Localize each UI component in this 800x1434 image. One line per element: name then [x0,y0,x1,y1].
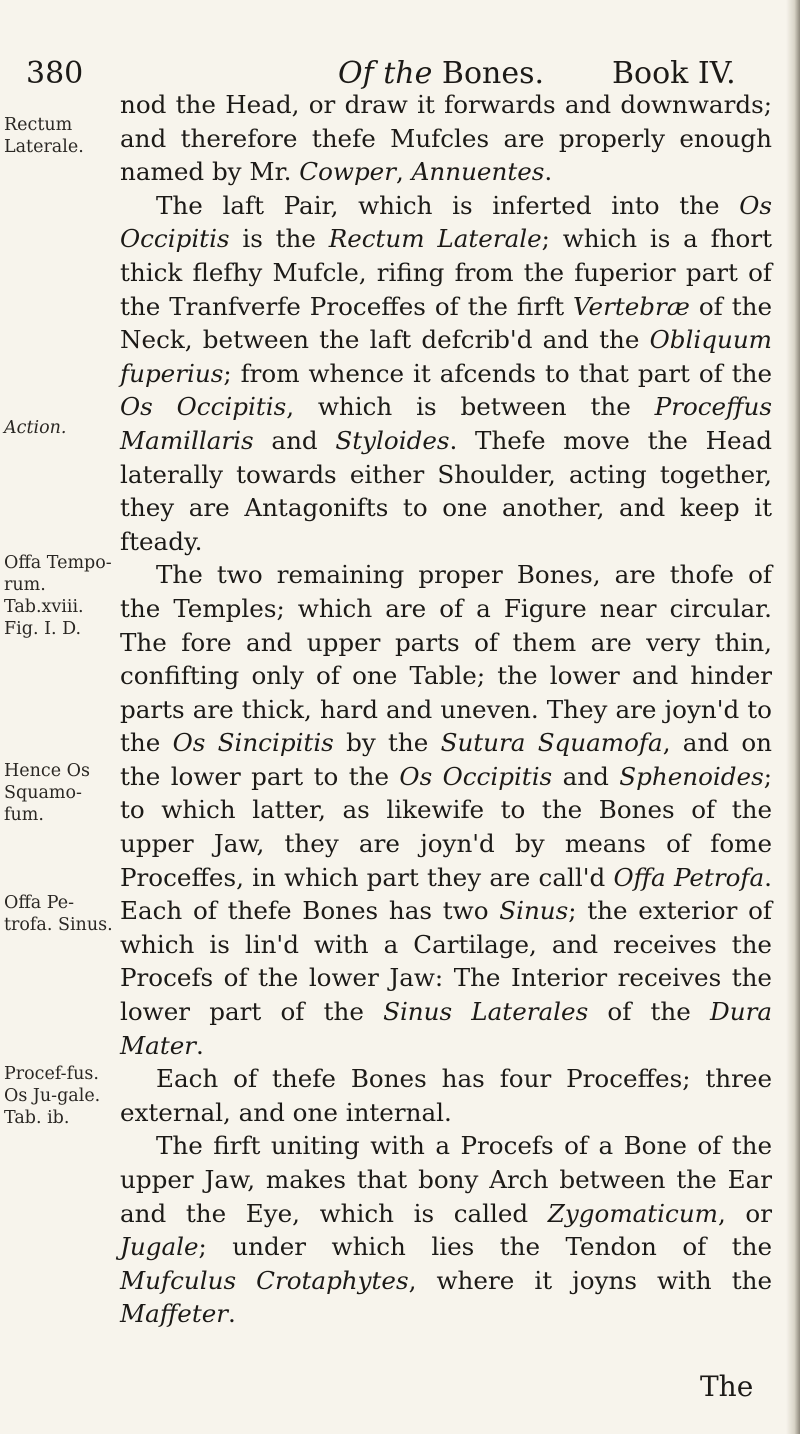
margin-note: Offa Tempo-rum. Tab.xviii. Fig. I. D. [4,553,112,639]
page-edge [786,0,800,1434]
body-text [120,88,772,1331]
running-head-italic: Of the [338,56,433,91]
catchword: The [700,1370,754,1403]
margin-note: Rectum Laterale. [4,115,84,157]
paragraph: The laft Pair, which is inferted into the Os Occipitis is the Rectum Laterale; which is a fhort thick flefhy Mufcle, rifing from the fuperior part of the Tranfverfe Proceffes of the firft Vertebræ of the Neck, between the laft defcrib'd and the Obliquum fuperius; from whence it afcends to that part of the Os Occipitis, which is between the Proceffus Mamillaris and Styloides. Thefe move the Head laterally towards either Shoulder, acting together, they are Antagonifts to one another, and keep it fteady. [120,190,773,556]
running-head-rest: Bones. [432,56,545,91]
paragraph: The firft uniting with a Procefs of a Bone of the upper Jaw, makes that bony Arch between the Ear and the Eye, which is called Zygomaticum, or Jugale; under which lies the Tendon of the Mufculus Crotaphytes, where it joyns with the Maffeter. [120,1131,772,1329]
margin-note: Procef-fus. Os Ju-gale. Tab. ib. [4,1064,101,1128]
margin-note [4,417,116,439]
paragraph: Each of thefe Bones has four Proceffes; three external, and one internal. [120,1064,772,1127]
margin-note-italic: Action. [4,418,67,438]
paragraph: The two remaining proper Bones, are thofe of the Temples; which are of a Figure near circular. The fore and upper parts of them are very thin, confifting only of one Table; the lower and hinder parts are thick, hard and uneven. They are joyn'd to the Os Sincipitis by the Sutura Squamofa, and on the lower part to the Os Occipitis and Sphenoides; to which latter, as likewife to the Bones of the upper Jaw, they are joyn'd by means of fome Proceffes, in which part they are call'd Offa Petrofa. Each of thefe Bones has two Sinus; the exterior of which is lin'd with a Cartilage, and receives the Procefs of the lower Jaw: The Interior receives the lower part of the Sinus Laterales of the Dura Mater. [120,560,773,1060]
paragraph: nod the Head, or draw it forwards and downwards; and therefore thefe Mufcles are properly enough named by Mr. Cowper, Annuentes. [120,90,772,187]
book-number: Book IV. [612,56,736,91]
margin-note: Hence Os Squamo-fum. [4,761,90,825]
margin-note: Offa Pe-trofa. Sinus. [4,893,113,935]
page-number: 380 [26,56,84,91]
running-head [338,56,544,91]
